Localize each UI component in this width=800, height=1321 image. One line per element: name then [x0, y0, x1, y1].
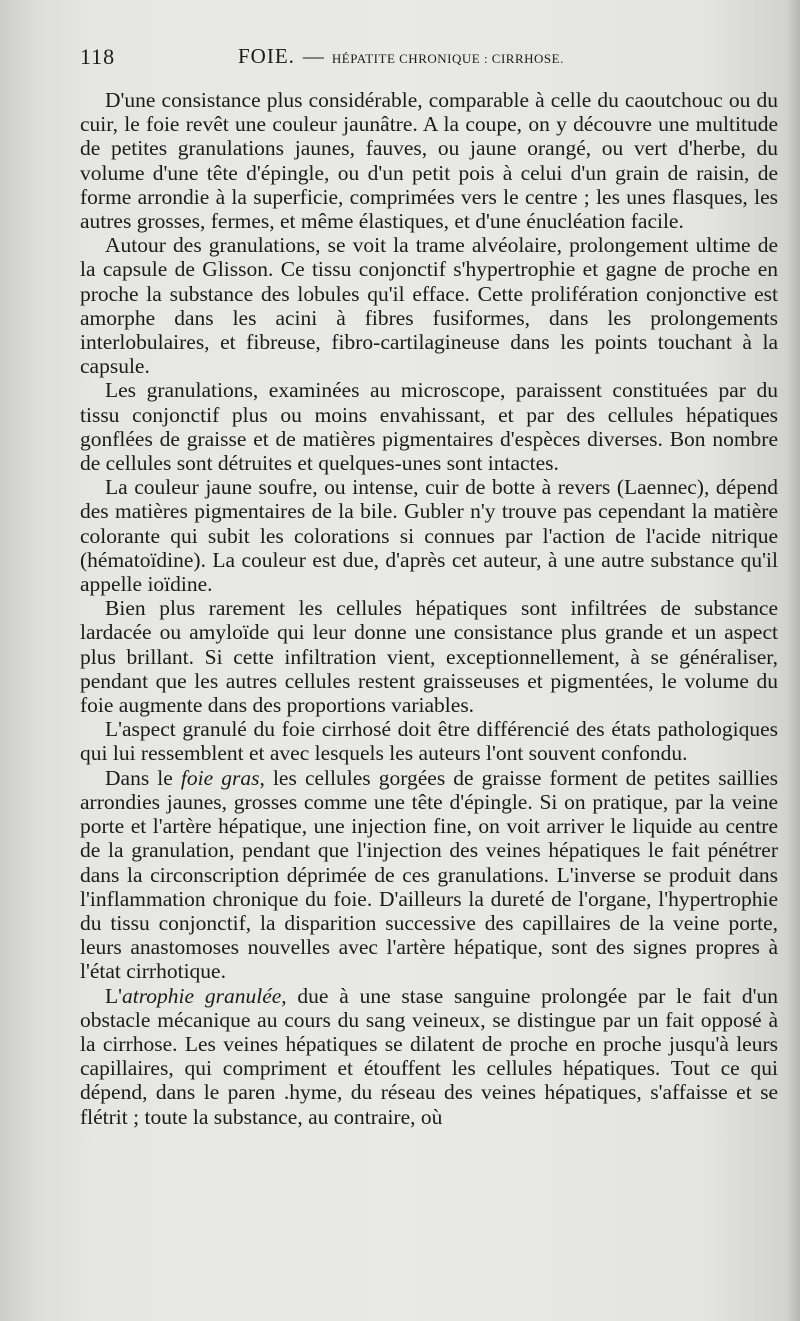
- chapter-heading: [238, 44, 564, 69]
- paragraph-4: [80, 475, 778, 596]
- page-number: 118: [80, 44, 116, 69]
- paragraph-text: L': [105, 983, 123, 1008]
- paragraph-text: La couleur jaune soufre, ou intense, cuir de botte à revers (Laennec), dépend des matières pigmentaires de la bile. Gubler n'y trouve pas cependant la matière colorante qui subit les colorations si connues par l'action de l'acide nitrique (hématoïdine). La couleur est due, d'après cet auteur, à une autre substance qu'il appelle ioïdine.: [80, 475, 778, 597]
- italic-term-foie-gras: foie gras: [180, 765, 260, 790]
- paragraph-text: L'aspect granulé du foie cirrhosé doit être différencié des états pathologiques qui lui ressemblent et avec lesquels les auteurs l'ont souvent confondu.: [80, 717, 778, 766]
- chapter-subtitle: HÉPATITE CHRONIQUE : CIRRHOSE.: [331, 51, 564, 66]
- paragraph-text: , les cellules gorgées de graisse forment de petites saillies arrondies jaunes, grosses comme une tête d'épingle. Si on pratique, par la veine porte et l'artère hépatique, une injection fine, on voit arriver le liquide au centre de la granulation, pendant que l'injection des veines hépatiques le fait pénétrer dans la circonscription déprimée de ces granulations. L'inverse se produit dans l'inflammation chronique du foie. D'ailleurs la dureté de l'organe, l'hypertrophie du tissu conjonctif, la disparition successive des capillaires de la veine porte, leurs anastomoses nouvelles avec l'artère hépatique, sont des signes propres à l'état cirrhotique.: [80, 765, 778, 984]
- paragraph-1: [80, 88, 778, 233]
- paragraph-6: [80, 717, 778, 765]
- page-gutter-shadow: [786, 0, 800, 1321]
- paragraph-text: Les granulations, examinées au microscope, paraissent constituées par du tissu conjonctif plus ou moins envahissant, et par des cellules hépatiques gonflées de graisse et de matières pigmentaires d'espèces diverses. Bon nombre de cellules sont détruites et quelques-unes sont intactes.: [80, 378, 778, 476]
- body-text: [80, 88, 778, 1129]
- paragraph-2: [80, 233, 778, 378]
- paragraph-text: Autour des granulations, se voit la trame alvéolaire, prolongement ultime de la capsule de Glisson. Ce tissu conjonctif s'hypertrophie et gagne de proche en proche la substance des lobules qu'il efface. Cette prolifération conjonctive est amorphe dans les acini à fibres fusiformes, dans les prolongements interlobulaires, et fibreuse, fibro-cartilagineuse dans les points touchant à la capsule.: [80, 233, 778, 379]
- chapter-title: FOIE.: [238, 44, 295, 68]
- paragraph-3: [80, 378, 778, 475]
- paragraph-text: Bien plus rarement les cellules hépatiques sont infiltrées de substance lardacée ou amyloïde qui leur donne une consistance plus grande et un aspect plus brillant. Si cette infiltration vient, exceptionnellement, à se généraliser, pendant que les autres cellules restent graisseuses et pigmentées, le volume du foie augmente dans des proportions variables.: [80, 596, 778, 718]
- page-left-shadow: [0, 0, 40, 1321]
- paragraph-text: D'une consistance plus considérable, comparable à celle du caoutchouc ou du cuir, le foie revêt une couleur jaunâtre. A la coupe, on y découvre une multitude de petites granulations jaunes, fauves, ou jaune orangé, ou vert d'herbe, du volume d'une tête d'épingle, ou d'un petit pois à celui d'un grain de raisin, de forme arrondie à la superficie, comprimées vers le centre ; les unes flasques, les autres grosses, fermes, et même élastiques, et d'une énucléation facile.: [80, 88, 778, 234]
- paragraph-8: [80, 984, 778, 1129]
- paragraph-5: [80, 596, 778, 717]
- paragraph-text: Dans le: [105, 765, 181, 790]
- heading-separator: —: [302, 44, 324, 68]
- running-head: [80, 44, 778, 74]
- paragraph-text: , due à une stase sanguine prolongée par le fait d'un obstacle mécanique au cours du sang veineux, se distingue par un fait opposé à la cirrhose. Les veines hépatiques se dilatent de proche en proche jusqu'à leurs capillaires, qui compriment et étouffent les cellules hépatiques. Tout ce qui dépend, dans le paren .hyme, du réseau des veines hépatiques, s'affaisse et se flétrit ; toute la substance, au contraire, où: [80, 983, 778, 1129]
- italic-term-atrophie-granulee: atrophie granulée: [122, 983, 282, 1008]
- paragraph-7: [80, 766, 778, 984]
